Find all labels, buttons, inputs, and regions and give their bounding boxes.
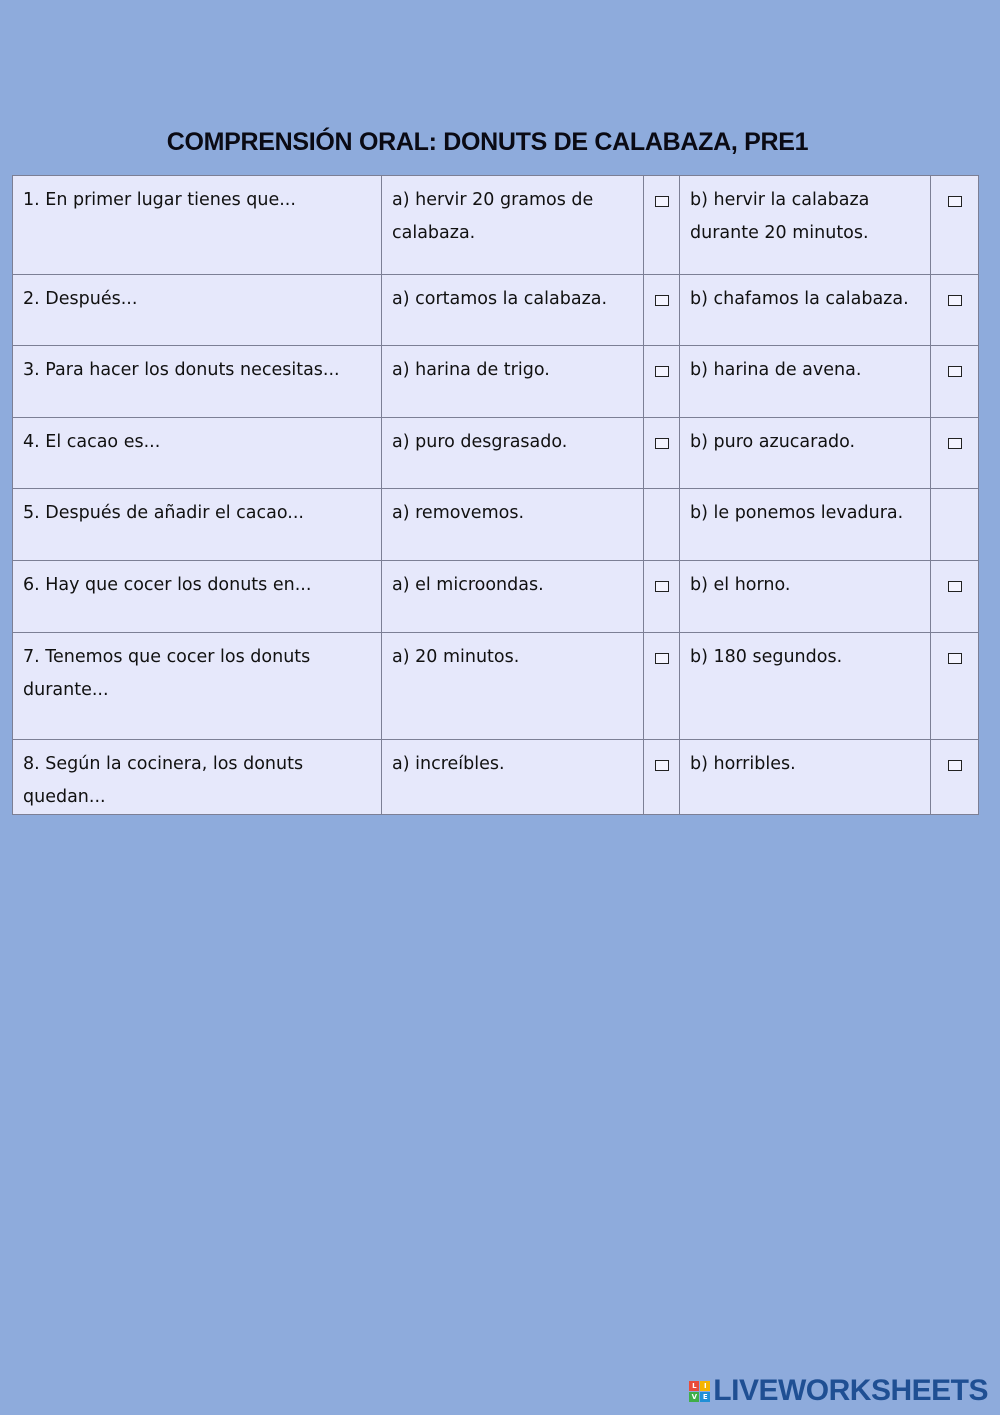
option-b-text: b) puro azucarado. (680, 418, 931, 489)
empty-checkbox-cell (644, 489, 680, 561)
option-b-text: b) horribles. (680, 740, 931, 815)
quiz-table (12, 175, 979, 815)
option-a-checkbox[interactable] (655, 196, 669, 207)
option-a-checkbox[interactable] (655, 366, 669, 377)
logo-mark-cell: V (689, 1392, 699, 1402)
question-row-2 (13, 275, 979, 346)
logo-mark-cell: E (700, 1392, 710, 1402)
option-b-checkbox[interactable] (948, 295, 962, 306)
question-text: 5. Después de añadir el cacao... (13, 489, 382, 561)
option-a-text: a) increíbles. (382, 740, 644, 815)
option-a-checkbox[interactable] (655, 653, 669, 664)
option-b-text: b) el horno. (680, 561, 931, 633)
option-a-checkbox[interactable] (655, 581, 669, 592)
question-text: 2. Después... (13, 275, 382, 346)
option-b-text: b) hervir la calabaza durante 20 minutos. (680, 176, 931, 275)
question-text: 8. Según la cocinera, los donuts quedan... (13, 740, 382, 815)
page-title: COMPRENSIÓN ORAL: DONUTS DE CALABAZA, PRE1 (166, 128, 809, 156)
question-row-6 (13, 561, 979, 633)
option-a-text: a) 20 minutos. (382, 633, 644, 740)
option-b-text: b) chafamos la calabaza. (680, 275, 931, 346)
question-row-3 (13, 346, 979, 418)
option-b-text: b) harina de avena. (680, 346, 931, 418)
question-row-1 (13, 176, 979, 275)
option-a-checkbox[interactable] (655, 760, 669, 771)
option-b-text: b) le ponemos levadura. (680, 489, 931, 561)
option-b-checkbox[interactable] (948, 438, 962, 449)
question-text: 7. Tenemos que cocer los donuts durante... (13, 633, 382, 740)
question-row-8 (13, 740, 979, 815)
question-row-7 (13, 633, 979, 740)
option-b-text: b) 180 segundos. (680, 633, 931, 740)
option-a-text: a) removemos. (382, 489, 644, 561)
question-text: 1. En primer lugar tienes que... (13, 176, 382, 275)
option-a-text: a) hervir 20 gramos de calabaza. (382, 176, 644, 275)
option-a-text: a) puro desgrasado. (382, 418, 644, 489)
option-b-checkbox[interactable] (948, 366, 962, 377)
option-a-text: a) el microondas. (382, 561, 644, 633)
option-b-checkbox[interactable] (948, 760, 962, 771)
logo-text: LIVEWORKSHEETS (713, 1374, 988, 1407)
question-text: 6. Hay que cocer los donuts en... (13, 561, 382, 633)
question-row-5 (13, 489, 979, 561)
question-row-4 (13, 418, 979, 489)
logo-mark-cell: I (700, 1381, 710, 1391)
empty-checkbox-cell (931, 489, 979, 561)
question-text: 3. Para hacer los donuts necesitas... (13, 346, 382, 418)
option-b-checkbox[interactable] (948, 653, 962, 664)
option-a-text: a) cortamos la calabaza. (382, 275, 644, 346)
liveworksheets-logo (689, 1376, 988, 1406)
option-a-text: a) harina de trigo. (382, 346, 644, 418)
option-a-checkbox[interactable] (655, 295, 669, 306)
option-b-checkbox[interactable] (948, 196, 962, 207)
question-text: 4. El cacao es... (13, 418, 382, 489)
option-b-checkbox[interactable] (948, 581, 962, 592)
logo-mark-icon (689, 1381, 710, 1402)
option-a-checkbox[interactable] (655, 438, 669, 449)
logo-mark-cell: L (689, 1381, 699, 1391)
